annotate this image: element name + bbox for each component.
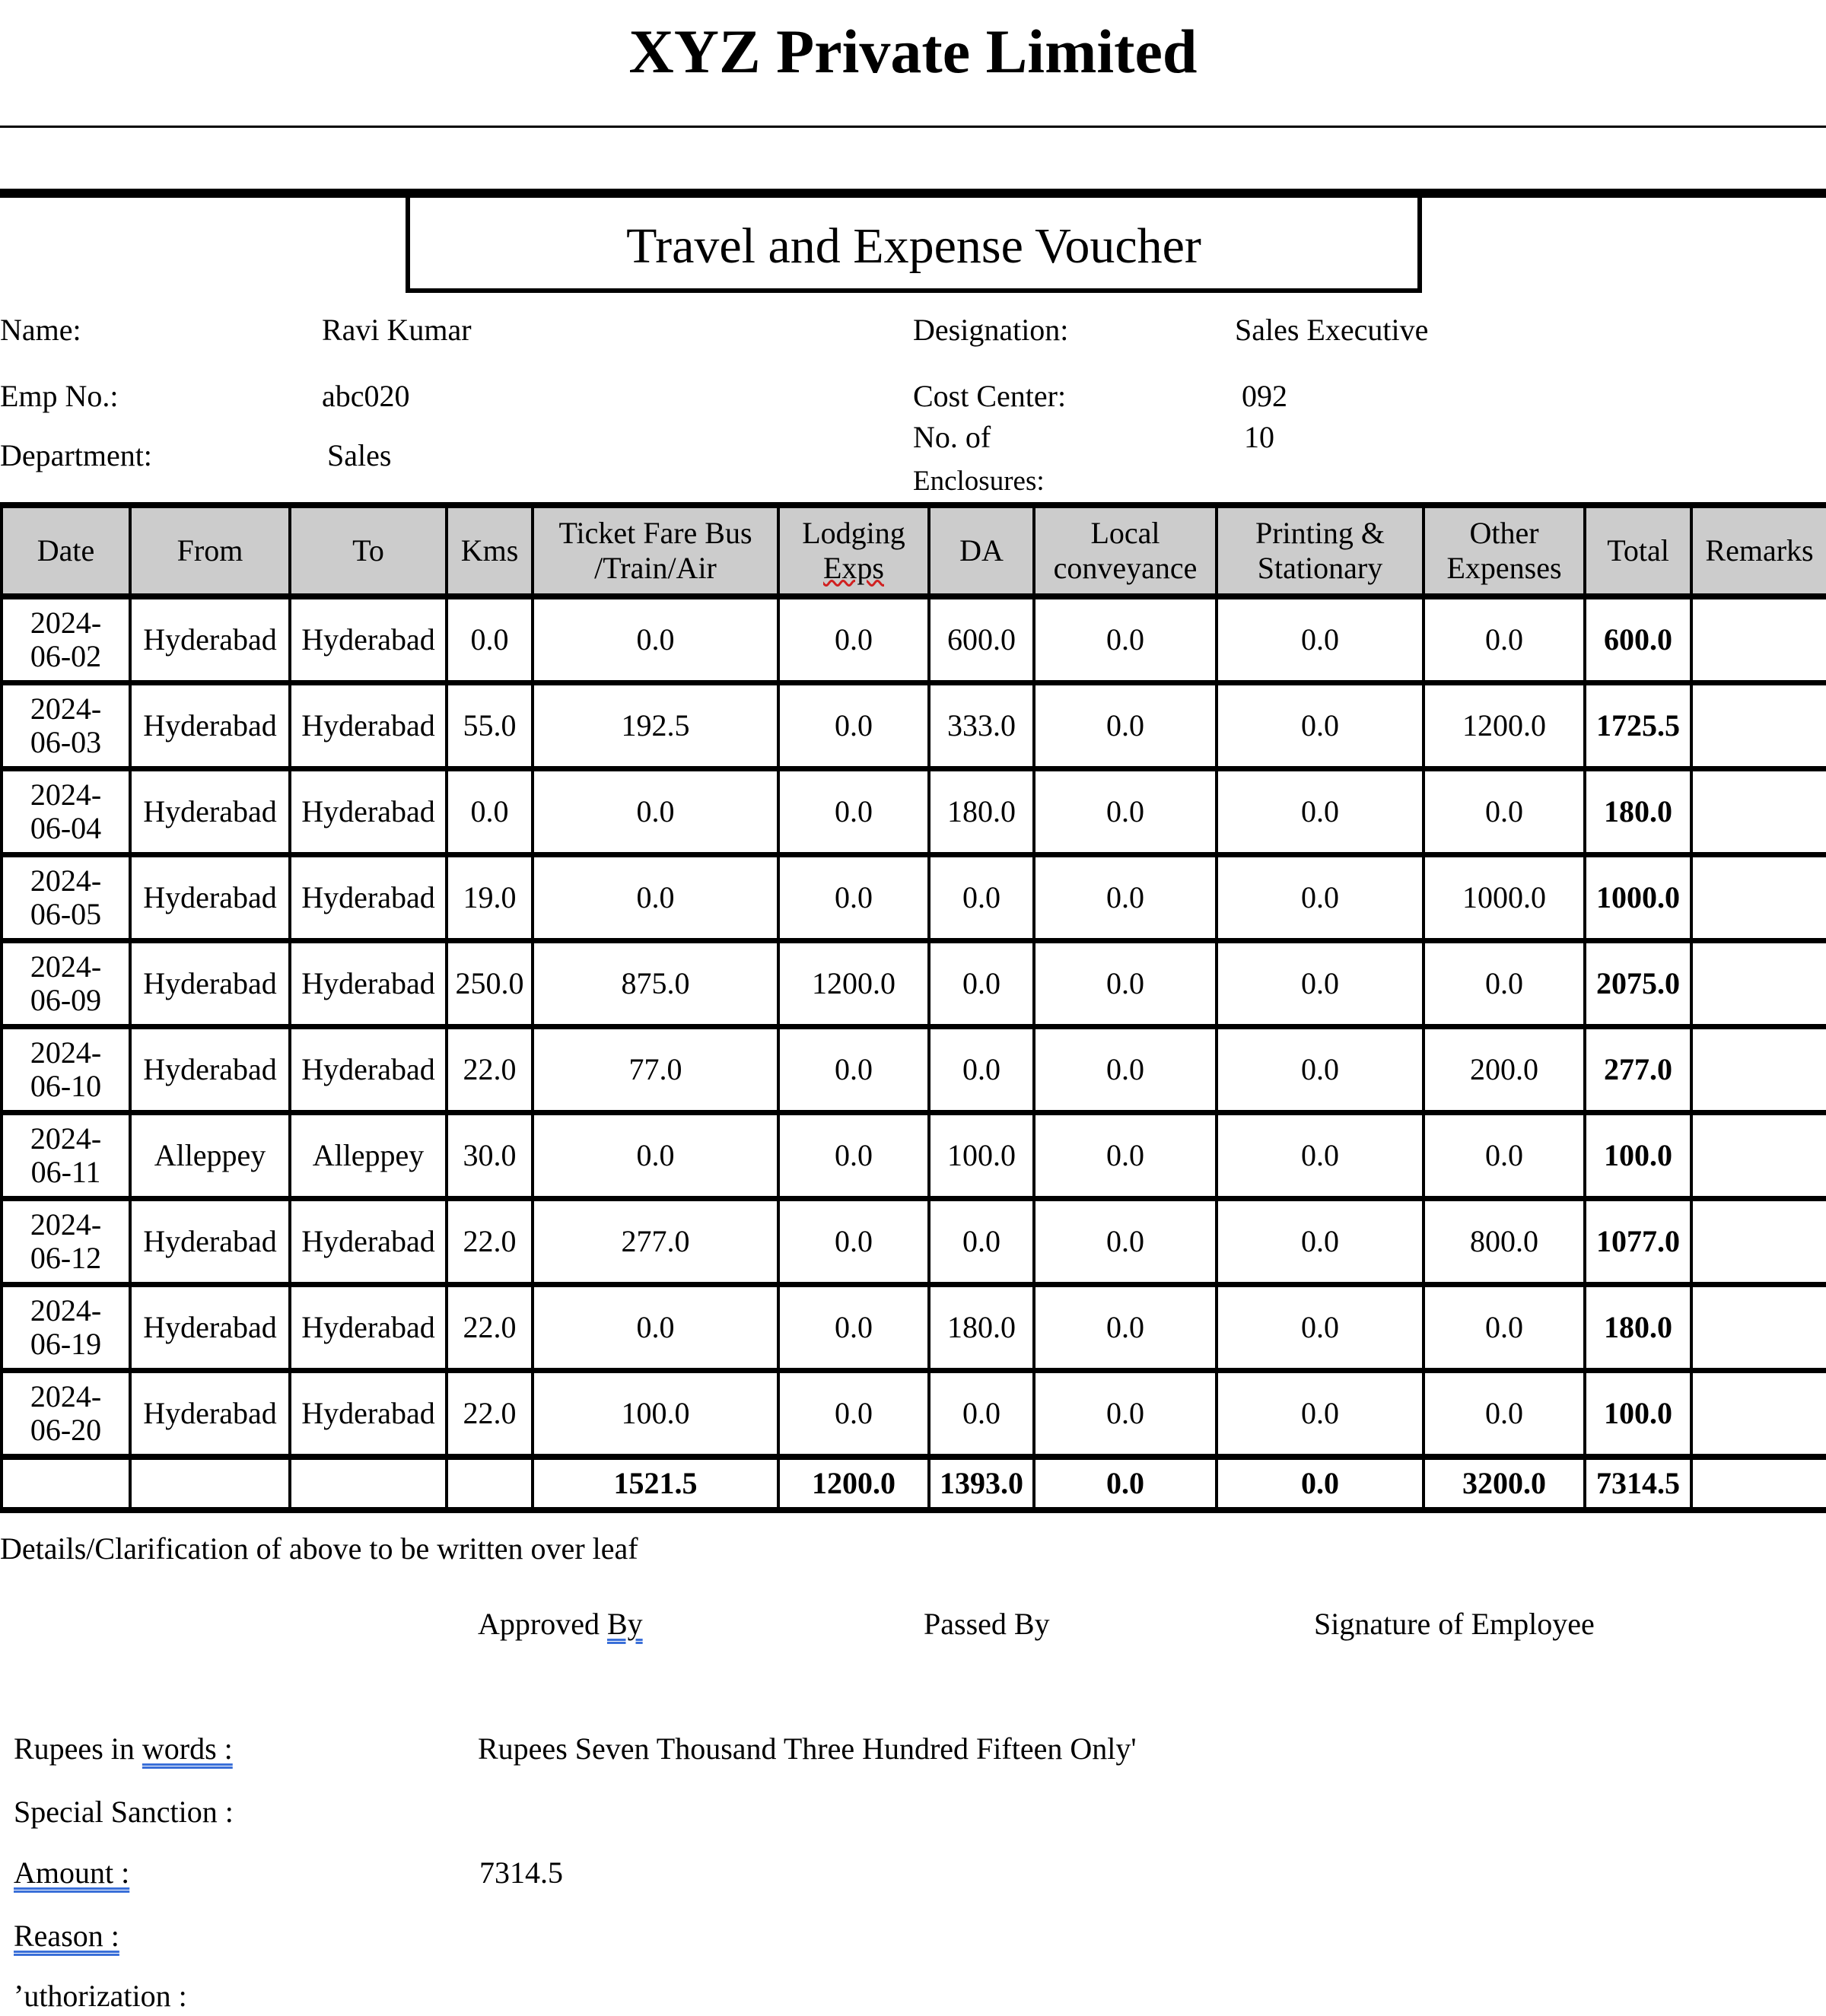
column-header-text: Date bbox=[37, 533, 95, 568]
cell-da: 0.0 bbox=[929, 1027, 1034, 1113]
cell-from: Hyderabad bbox=[130, 683, 290, 769]
cell-printing: 0.0 bbox=[1217, 1199, 1424, 1285]
department-value: Sales bbox=[327, 438, 392, 472]
cell-local: 0.0 bbox=[1034, 1113, 1217, 1199]
approved-by-text-2: By bbox=[606, 1607, 643, 1641]
column-header-da bbox=[929, 505, 1034, 596]
total-ticket: 1521.5 bbox=[533, 1457, 778, 1510]
cell-kms: 22.0 bbox=[447, 1199, 533, 1285]
cell-other: 0.0 bbox=[1424, 1285, 1585, 1371]
cell-printing: 0.0 bbox=[1217, 1285, 1424, 1371]
cell-to: Hyderabad bbox=[290, 1199, 447, 1285]
cell-ticket: 0.0 bbox=[533, 1285, 778, 1371]
totals-empty-from bbox=[130, 1457, 290, 1510]
cell-date-year: 2024- bbox=[30, 1121, 102, 1156]
cell-remarks bbox=[1691, 1113, 1826, 1199]
total-printing: 0.0 bbox=[1217, 1457, 1424, 1510]
cell-kms: 0.0 bbox=[447, 596, 533, 683]
cell-lodging: 0.0 bbox=[778, 1285, 929, 1371]
column-header-text-line2: conveyance bbox=[1053, 551, 1198, 585]
amount-label bbox=[14, 1855, 129, 1891]
cell-ticket: 77.0 bbox=[533, 1027, 778, 1113]
cell-date bbox=[2, 683, 130, 769]
cell-other: 1000.0 bbox=[1424, 855, 1585, 941]
cell-lodging: 0.0 bbox=[778, 1113, 929, 1199]
amount-label-text: Amount : bbox=[14, 1855, 130, 1890]
cell-to: Hyderabad bbox=[290, 683, 447, 769]
cell-remarks bbox=[1691, 1199, 1826, 1285]
cell-kms: 22.0 bbox=[447, 1285, 533, 1371]
cell-other: 0.0 bbox=[1424, 769, 1585, 855]
cell-kms: 250.0 bbox=[447, 941, 533, 1027]
cell-printing: 0.0 bbox=[1217, 1113, 1424, 1199]
cell-da: 600.0 bbox=[929, 596, 1034, 683]
approved-by-text: Approved bbox=[478, 1607, 600, 1641]
total-lodging: 1200.0 bbox=[778, 1457, 929, 1510]
cell-other: 0.0 bbox=[1424, 596, 1585, 683]
cell-lodging: 0.0 bbox=[778, 683, 929, 769]
cell-remarks bbox=[1691, 1027, 1826, 1113]
cell-to: Hyderabad bbox=[290, 769, 447, 855]
column-header-text: From bbox=[177, 533, 243, 568]
column-header-text: Lodging bbox=[802, 516, 905, 550]
cell-total: 2075.0 bbox=[1585, 941, 1691, 1027]
cell-da: 180.0 bbox=[929, 769, 1034, 855]
cell-local: 0.0 bbox=[1034, 1285, 1217, 1371]
cell-to: Hyderabad bbox=[290, 1027, 447, 1113]
cell-lodging: 0.0 bbox=[778, 769, 929, 855]
cell-lodging: 0.0 bbox=[778, 1027, 929, 1113]
cell-lodging: 0.0 bbox=[778, 855, 929, 941]
totals-empty-date bbox=[2, 1457, 130, 1510]
cell-date-year: 2024- bbox=[30, 949, 102, 984]
cell-remarks bbox=[1691, 941, 1826, 1027]
cell-printing: 0.0 bbox=[1217, 1371, 1424, 1458]
cell-date bbox=[2, 941, 130, 1027]
total-da: 1393.0 bbox=[929, 1457, 1034, 1510]
rupees-in-words-value: Rupees Seven Thousand Three Hundred Fifteen Only' bbox=[478, 1731, 1137, 1766]
table-row bbox=[2, 1199, 1826, 1285]
table-row bbox=[2, 941, 1826, 1027]
cell-date bbox=[2, 1371, 130, 1458]
cell-to: Hyderabad bbox=[290, 1285, 447, 1371]
name-value: Ravi Kumar bbox=[322, 313, 472, 347]
cell-total: 600.0 bbox=[1585, 596, 1691, 683]
cell-ticket: 277.0 bbox=[533, 1199, 778, 1285]
cell-printing: 0.0 bbox=[1217, 596, 1424, 683]
company-name: XYZ Private Limited bbox=[628, 17, 1198, 86]
column-header-local-conveyance bbox=[1034, 505, 1217, 596]
cell-other: 0.0 bbox=[1424, 941, 1585, 1027]
emp-no-label: Emp No.: bbox=[0, 379, 119, 413]
cell-date-monthday: 06-10 bbox=[30, 1069, 102, 1103]
table-body bbox=[2, 596, 1826, 1457]
cell-total: 100.0 bbox=[1585, 1371, 1691, 1458]
column-header-from bbox=[130, 505, 290, 596]
cell-local: 0.0 bbox=[1034, 769, 1217, 855]
table-row bbox=[2, 1027, 1826, 1113]
column-header-text: Other bbox=[1469, 516, 1539, 550]
cell-kms: 22.0 bbox=[447, 1027, 533, 1113]
cell-to: Alleppey bbox=[290, 1113, 447, 1199]
cell-to: Hyderabad bbox=[290, 596, 447, 683]
cell-to: Hyderabad bbox=[290, 941, 447, 1027]
cell-date-monthday: 06-12 bbox=[30, 1241, 102, 1275]
column-header-text-line2: /Train/Air bbox=[594, 551, 717, 585]
cell-date-year: 2024- bbox=[30, 1207, 102, 1242]
clarification-note: Details/Clarification of above to be written over leaf bbox=[0, 1531, 638, 1566]
cell-total: 1000.0 bbox=[1585, 855, 1691, 941]
cell-local: 0.0 bbox=[1034, 1027, 1217, 1113]
cell-local: 0.0 bbox=[1034, 941, 1217, 1027]
column-header-text: Total bbox=[1607, 533, 1669, 568]
cell-to: Hyderabad bbox=[290, 1371, 447, 1458]
cell-ticket: 0.0 bbox=[533, 855, 778, 941]
column-header-kms bbox=[447, 505, 533, 596]
cell-local: 0.0 bbox=[1034, 1371, 1217, 1458]
cell-da: 100.0 bbox=[929, 1113, 1034, 1199]
cell-local: 0.0 bbox=[1034, 596, 1217, 683]
reason-label-text: Reason : bbox=[14, 1919, 119, 1953]
column-header-ticket-fare bbox=[533, 505, 778, 596]
cell-kms: 30.0 bbox=[447, 1113, 533, 1199]
cell-other: 800.0 bbox=[1424, 1199, 1585, 1285]
cell-remarks bbox=[1691, 1285, 1826, 1371]
rupees-in-words-label-underlined: words : bbox=[142, 1731, 233, 1766]
cell-date-year: 2024- bbox=[30, 1293, 102, 1328]
cell-total: 277.0 bbox=[1585, 1027, 1691, 1113]
department-label: Department: bbox=[0, 438, 152, 472]
cell-date bbox=[2, 1285, 130, 1371]
column-header-text-line2: Expenses bbox=[1446, 551, 1562, 585]
cell-local: 0.0 bbox=[1034, 855, 1217, 941]
cell-total: 180.0 bbox=[1585, 1285, 1691, 1371]
table-header-row bbox=[2, 505, 1826, 596]
cell-date-year: 2024- bbox=[30, 863, 102, 898]
total-local: 0.0 bbox=[1034, 1457, 1217, 1510]
column-header-text: Kms bbox=[460, 533, 519, 568]
cell-other: 200.0 bbox=[1424, 1027, 1585, 1113]
table-row bbox=[2, 683, 1826, 769]
cell-date bbox=[2, 1199, 130, 1285]
cost-center-label: Cost Center: bbox=[913, 379, 1067, 413]
cell-from: Hyderabad bbox=[130, 769, 290, 855]
cell-total: 1077.0 bbox=[1585, 1199, 1691, 1285]
column-header-text: Local bbox=[1090, 516, 1160, 550]
cell-date bbox=[2, 855, 130, 941]
cell-from: Hyderabad bbox=[130, 855, 290, 941]
voucher-title: Travel and Expense Voucher bbox=[406, 194, 1422, 293]
cell-to: Hyderabad bbox=[290, 855, 447, 941]
cell-other: 0.0 bbox=[1424, 1371, 1585, 1458]
cell-date-year: 2024- bbox=[30, 1379, 102, 1413]
cost-center-value: 092 bbox=[1242, 379, 1287, 413]
column-header-text-line2: Exps bbox=[823, 551, 884, 585]
passed-by-label: Passed By bbox=[924, 1607, 1050, 1641]
cell-date-monthday: 06-04 bbox=[30, 811, 102, 845]
enclosures-label-line1: No. of bbox=[913, 420, 991, 454]
cell-date-year: 2024- bbox=[30, 606, 102, 640]
table-row bbox=[2, 769, 1826, 855]
table-row bbox=[2, 1371, 1826, 1458]
special-sanction-label: Special Sanction : bbox=[14, 1795, 234, 1829]
cell-printing: 0.0 bbox=[1217, 855, 1424, 941]
cell-from: Hyderabad bbox=[130, 1199, 290, 1285]
cell-printing: 0.0 bbox=[1217, 683, 1424, 769]
column-header-remarks bbox=[1691, 505, 1826, 596]
cell-printing: 0.0 bbox=[1217, 1027, 1424, 1113]
employee-signature-label: Signature of Employee bbox=[1314, 1607, 1595, 1641]
expense-table bbox=[0, 502, 1826, 1513]
column-header-date bbox=[2, 505, 130, 596]
cell-da: 0.0 bbox=[929, 1199, 1034, 1285]
cell-da: 333.0 bbox=[929, 683, 1034, 769]
column-header-total bbox=[1585, 505, 1691, 596]
totals-empty-kms bbox=[447, 1457, 533, 1510]
cell-date-year: 2024- bbox=[30, 1035, 102, 1070]
designation-value: Sales Executive bbox=[1235, 313, 1429, 347]
column-header-printing-stationary bbox=[1217, 505, 1424, 596]
column-header-text: Ticket Fare Bus bbox=[558, 516, 752, 550]
cell-date-monthday: 06-20 bbox=[30, 1413, 102, 1447]
column-header-other-expenses bbox=[1424, 505, 1585, 596]
cell-da: 0.0 bbox=[929, 855, 1034, 941]
cell-from: Hyderabad bbox=[130, 1371, 290, 1458]
column-header-text: Remarks bbox=[1705, 533, 1814, 568]
table-row bbox=[2, 1113, 1826, 1199]
cell-total: 180.0 bbox=[1585, 769, 1691, 855]
cell-date-monthday: 06-02 bbox=[30, 639, 102, 673]
name-label: Name: bbox=[0, 313, 81, 347]
rupees-in-words-label-text: Rupees in bbox=[14, 1731, 135, 1766]
totals-empty-remarks bbox=[1691, 1457, 1826, 1510]
cell-remarks bbox=[1691, 769, 1826, 855]
cell-kms: 55.0 bbox=[447, 683, 533, 769]
column-header-text: Printing & bbox=[1255, 516, 1385, 550]
cell-remarks bbox=[1691, 683, 1826, 769]
grand-total: 7314.5 bbox=[1585, 1457, 1691, 1510]
cell-from: Hyderabad bbox=[130, 1027, 290, 1113]
rupees-in-words-label bbox=[14, 1731, 233, 1767]
cell-date bbox=[2, 596, 130, 683]
cell-from: Alleppey bbox=[130, 1113, 290, 1199]
cell-date-monthday: 06-11 bbox=[30, 1155, 101, 1189]
cell-other: 0.0 bbox=[1424, 1113, 1585, 1199]
cell-local: 0.0 bbox=[1034, 1199, 1217, 1285]
table-row bbox=[2, 596, 1826, 683]
amount-value: 7314.5 bbox=[479, 1855, 563, 1890]
cell-date bbox=[2, 1027, 130, 1113]
column-header-lodging bbox=[778, 505, 929, 596]
emp-no-value: abc020 bbox=[322, 379, 410, 413]
designation-label: Designation: bbox=[913, 313, 1069, 347]
cell-lodging: 0.0 bbox=[778, 596, 929, 683]
column-header-text: To bbox=[352, 533, 384, 568]
enclosures-value: 10 bbox=[1244, 420, 1274, 454]
cell-printing: 0.0 bbox=[1217, 769, 1424, 855]
cell-ticket: 0.0 bbox=[533, 769, 778, 855]
cell-lodging: 0.0 bbox=[778, 1371, 929, 1458]
totals-empty-to bbox=[290, 1457, 447, 1510]
cell-total: 1725.5 bbox=[1585, 683, 1691, 769]
cell-da: 180.0 bbox=[929, 1285, 1034, 1371]
cell-total: 100.0 bbox=[1585, 1113, 1691, 1199]
cell-ticket: 0.0 bbox=[533, 596, 778, 683]
table-row bbox=[2, 855, 1826, 941]
cell-date-monthday: 06-03 bbox=[30, 725, 102, 759]
cell-date-monthday: 06-09 bbox=[30, 983, 102, 1017]
cell-date-monthday: 06-19 bbox=[30, 1327, 102, 1361]
cell-from: Hyderabad bbox=[130, 1285, 290, 1371]
total-other: 3200.0 bbox=[1424, 1457, 1585, 1510]
column-header-text-line2: Stationary bbox=[1257, 551, 1383, 585]
totals-row bbox=[2, 1457, 1826, 1510]
cell-from: Hyderabad bbox=[130, 596, 290, 683]
column-header-to bbox=[290, 505, 447, 596]
cell-kms: 19.0 bbox=[447, 855, 533, 941]
cell-ticket: 875.0 bbox=[533, 941, 778, 1027]
cell-lodging: 0.0 bbox=[778, 1199, 929, 1285]
cell-local: 0.0 bbox=[1034, 683, 1217, 769]
reason-label bbox=[14, 1918, 119, 1954]
cell-remarks bbox=[1691, 596, 1826, 683]
cell-date-monthday: 06-05 bbox=[30, 897, 102, 931]
authorization-label: ʼuthorization : bbox=[14, 1979, 187, 2013]
cell-kms: 0.0 bbox=[447, 769, 533, 855]
table-row bbox=[2, 1285, 1826, 1371]
cell-ticket: 192.5 bbox=[533, 683, 778, 769]
cell-other: 1200.0 bbox=[1424, 683, 1585, 769]
cell-remarks bbox=[1691, 1371, 1826, 1458]
cell-remarks bbox=[1691, 855, 1826, 941]
approved-by-label bbox=[478, 1606, 643, 1642]
cell-date-year: 2024- bbox=[30, 692, 102, 726]
cell-printing: 0.0 bbox=[1217, 941, 1424, 1027]
cell-date bbox=[2, 769, 130, 855]
cell-ticket: 100.0 bbox=[533, 1371, 778, 1458]
header-divider bbox=[0, 126, 1826, 128]
cell-kms: 22.0 bbox=[447, 1371, 533, 1458]
cell-date-year: 2024- bbox=[30, 777, 102, 812]
cell-da: 0.0 bbox=[929, 1371, 1034, 1458]
cell-from: Hyderabad bbox=[130, 941, 290, 1027]
cell-date bbox=[2, 1113, 130, 1199]
cell-da: 0.0 bbox=[929, 941, 1034, 1027]
column-header-text: DA bbox=[959, 533, 1004, 568]
enclosures-label-line2: Enclosures: bbox=[913, 466, 1045, 492]
cell-lodging: 1200.0 bbox=[778, 941, 929, 1027]
cell-ticket: 0.0 bbox=[533, 1113, 778, 1199]
